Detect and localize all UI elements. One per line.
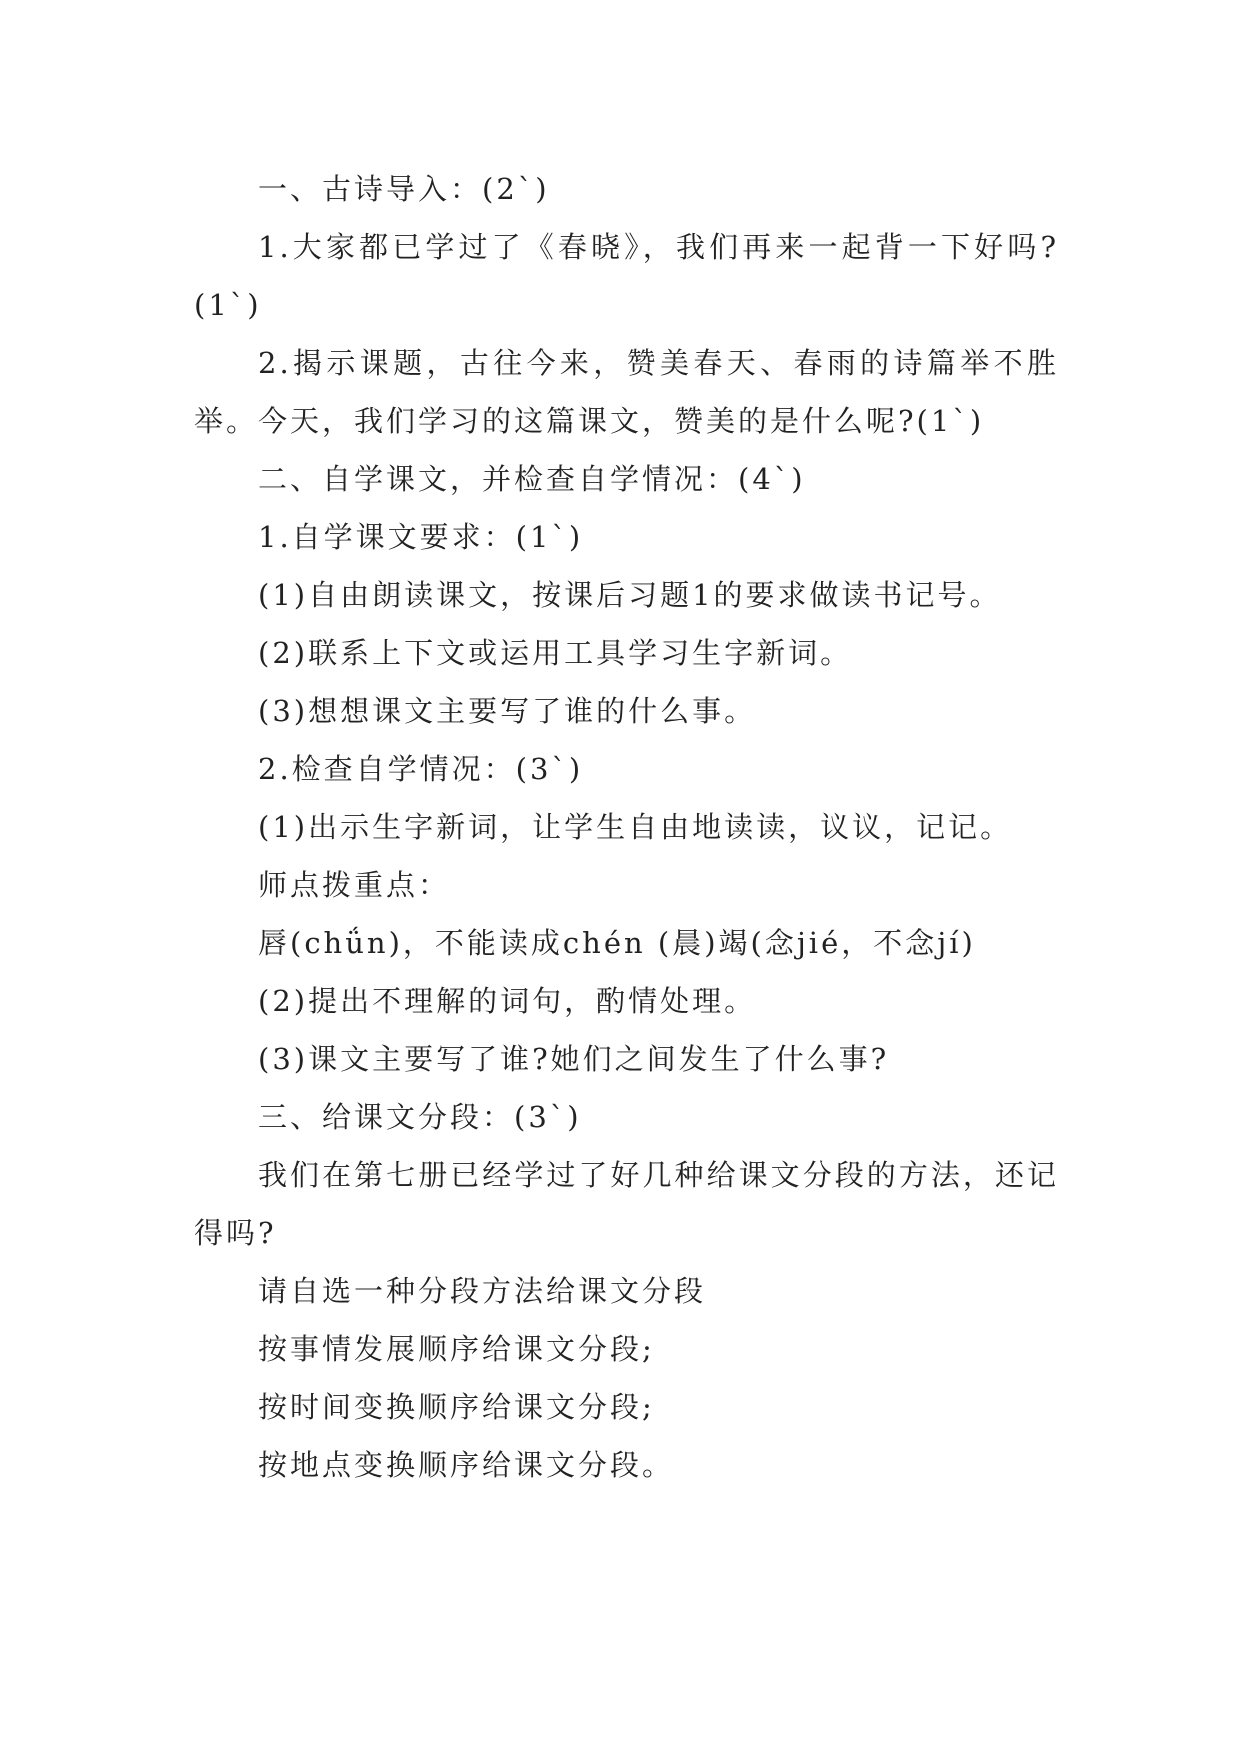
list-item: (1)出示生字新词，让学生自由地读读，议议，记记。: [258, 810, 1013, 844]
pronunciation-note: 唇(chǘn)，不能读成chén (晨)竭(念jié，不念jí): [258, 926, 976, 960]
section-heading-2: 二、自学课文，并检查自学情况：(4`): [258, 462, 806, 496]
paragraph-5: 师点拨重点：: [258, 868, 451, 902]
paragraph-3: 1.自学课文要求：(1`): [258, 520, 584, 554]
paragraph-1: 1.大家都已学过了《春晓》，我们再来一起背一下好吗?(1`): [194, 230, 1059, 322]
section-heading-1: 一、古诗导入：(2`): [258, 172, 550, 206]
list-item: (1)自由朗读课文，按课后习题1的要求做读书记号。: [258, 578, 1002, 612]
list-item: 按地点变换顺序给课文分段。: [258, 1448, 675, 1482]
section-heading-3: 三、给课文分段：(3`): [258, 1100, 582, 1134]
paragraph-2: 2.揭示课题，古往今来，赞美春天、春雨的诗篇举不胜举。今天，我们学习的这篇课文，赞美的是什么呢?(1`): [194, 346, 1059, 438]
list-item: (2)提出不理解的词句，酌情处理。: [258, 984, 757, 1018]
list-item: 按时间变换顺序给课文分段;: [258, 1390, 655, 1424]
list-item: (2)联系上下文或运用工具学习生字新词。: [258, 636, 853, 670]
list-item: 按事情发展顺序给课文分段;: [258, 1332, 655, 1366]
list-item: (3)课文主要写了谁?她们之间发生了什么事?: [258, 1042, 890, 1076]
paragraph-4: 2.检查自学情况：(3`): [258, 752, 584, 786]
paragraph-7: 请自选一种分段方法给课文分段: [258, 1274, 707, 1308]
document-body: [194, 160, 1059, 1494]
paragraph-6: 我们在第七册已经学过了好几种给课文分段的方法，还记得吗?: [194, 1158, 1059, 1250]
list-item: (3)想想课文主要写了谁的什么事。: [258, 694, 757, 728]
